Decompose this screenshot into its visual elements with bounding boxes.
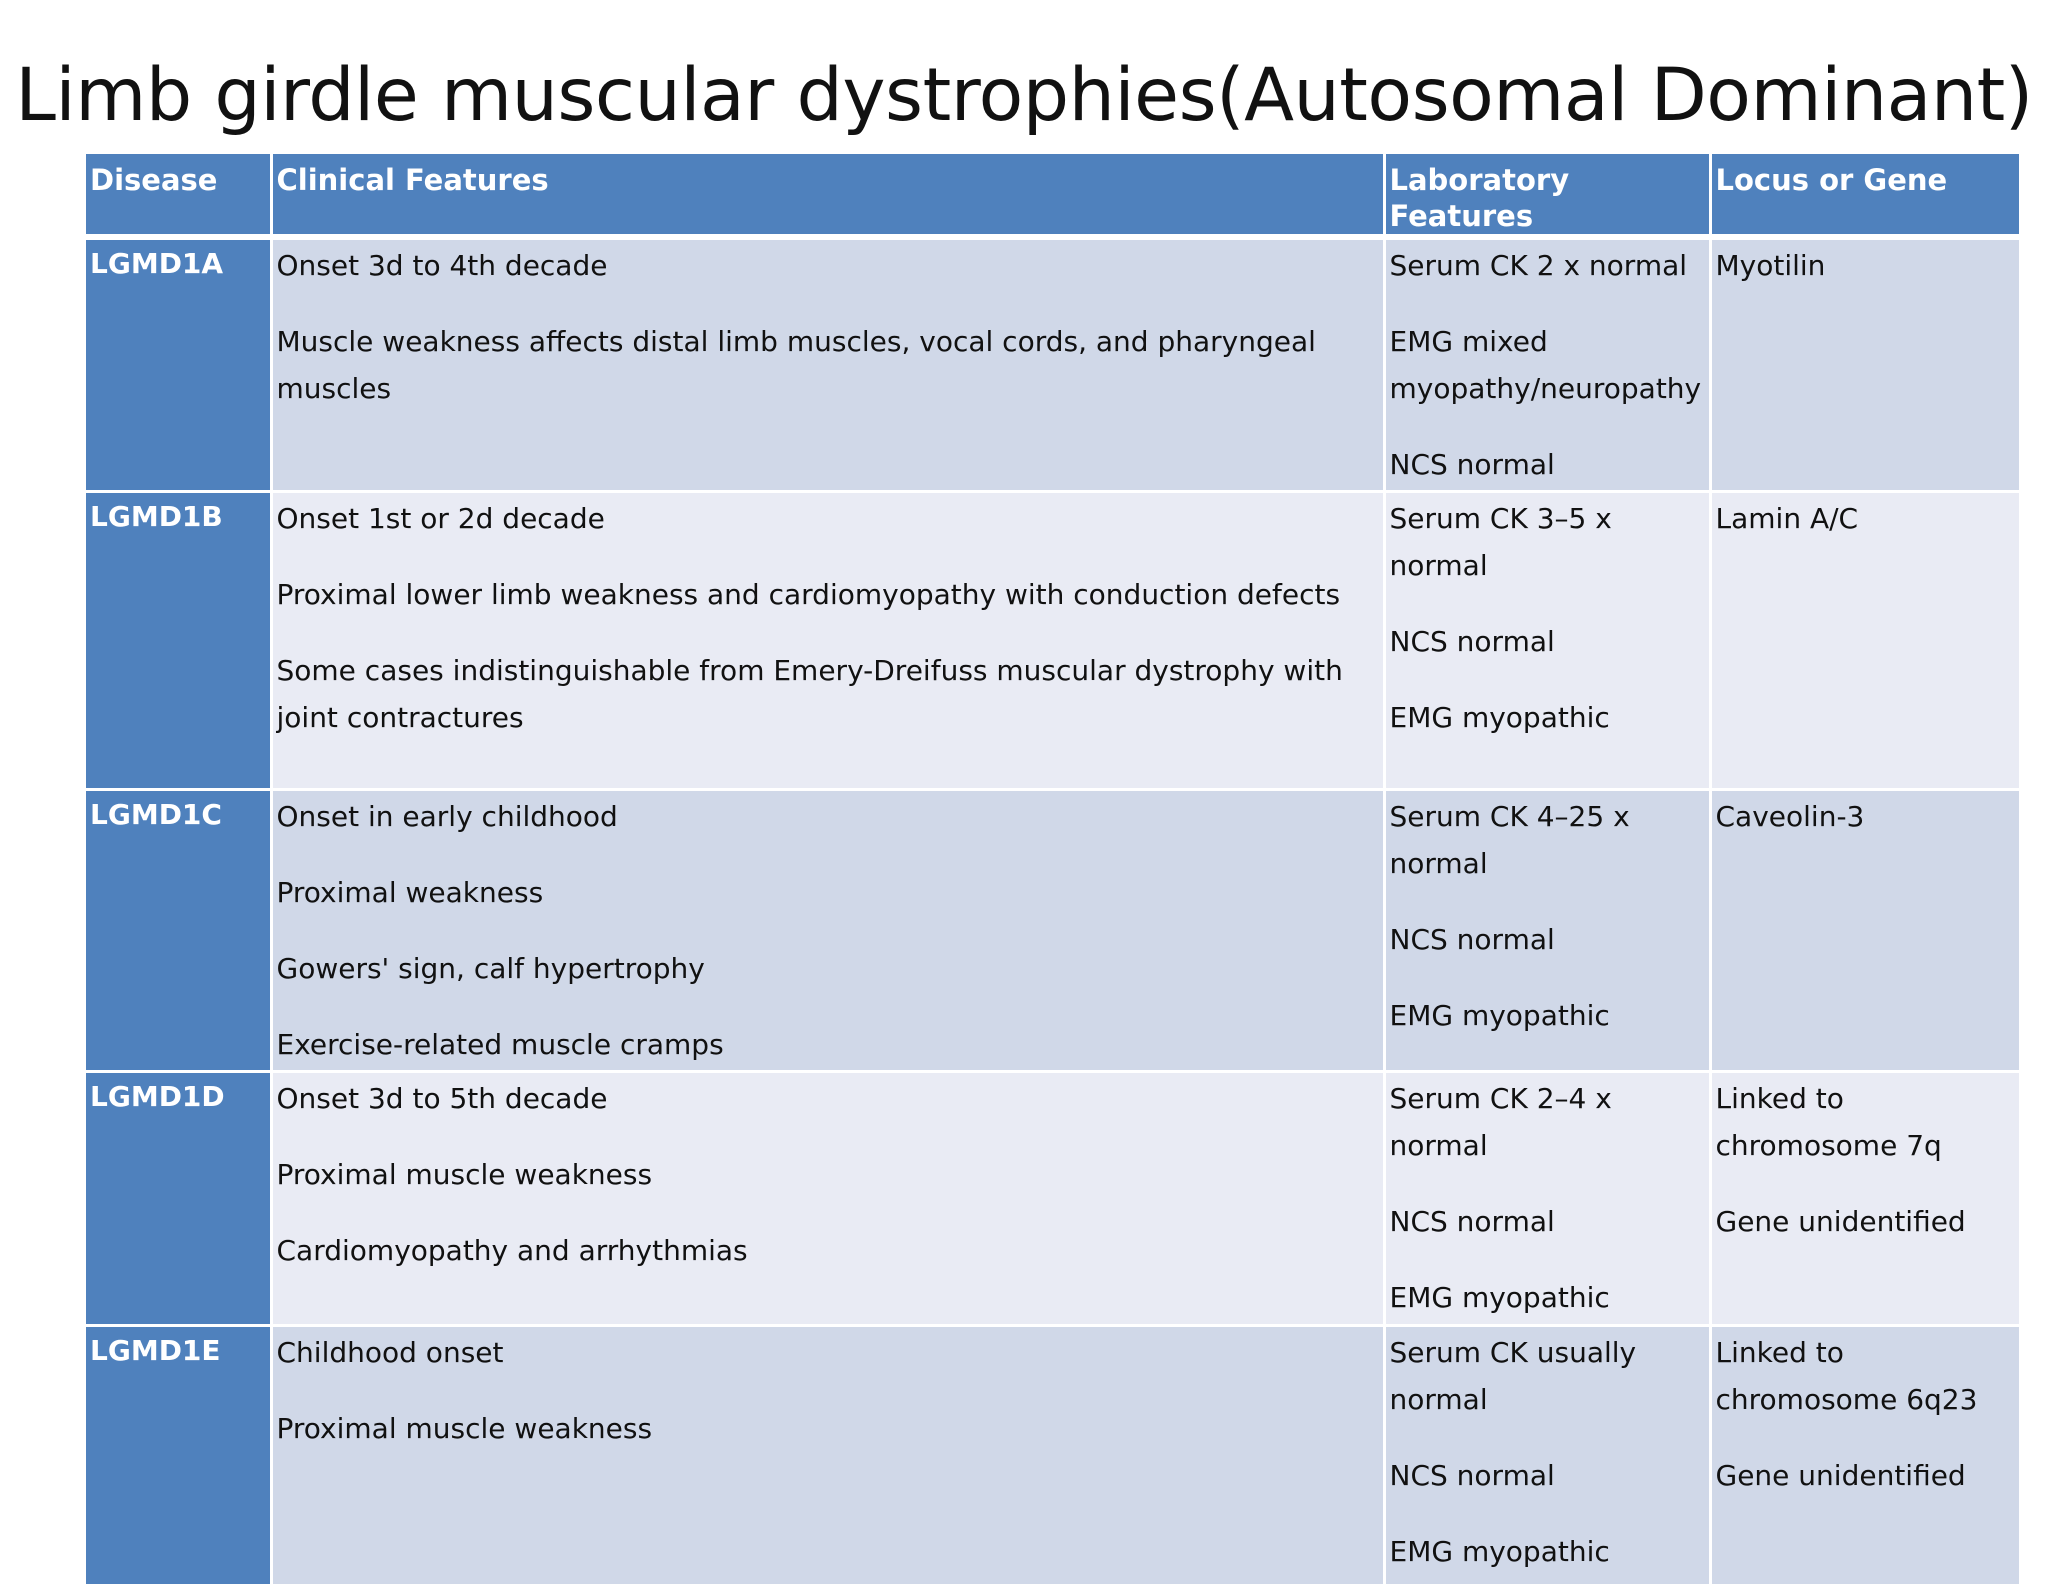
clinical-feature: Muscle weakness affects distal limb muscles, vocal cords, and pharyngeal muscles [276, 325, 1316, 405]
laboratory-feature: Serum CK 2 x normal [1389, 249, 1688, 282]
header-locus-or-gene: Locus or Gene [1710, 154, 2019, 237]
laboratory-feature: EMG mixed myopathy/neuropathy [1389, 325, 1702, 405]
laboratory-feature: Serum CK 4–25 x normal [1389, 799, 1630, 880]
clinical-feature: Gowers' sign, calf hypertrophy [276, 951, 705, 985]
locus-entry: Caveolin-3 [1715, 799, 1865, 833]
disease-cell: LGMD1B [86, 491, 271, 789]
clinical-features-cell [271, 237, 1384, 491]
locus-cell [1710, 1071, 2019, 1325]
clinical-feature: Childhood onset [276, 1335, 504, 1369]
table-row [86, 789, 2019, 1071]
clinical-feature: Proximal lower limb weakness and cardiomyopathy with conduction defects [276, 577, 1341, 611]
laboratory-features-cell [1384, 789, 1710, 1071]
slide-title: Limb girdle muscular dystrophies(Autosomal Dominant) [15, 53, 2033, 138]
locus-entry: Myotilin [1715, 249, 1826, 282]
laboratory-feature: NCS normal [1389, 1458, 1555, 1492]
locus-entry: Gene unidentified [1715, 1458, 1966, 1492]
laboratory-feature: NCS normal [1389, 624, 1555, 658]
clinical-feature: Proximal weakness [276, 875, 544, 909]
disease-cell: LGMD1C [86, 789, 271, 1071]
laboratory-feature: EMG myopathic [1389, 700, 1610, 734]
table-header-row [86, 154, 2019, 237]
clinical-features-cell [271, 1071, 1384, 1325]
header-disease: Disease [86, 154, 271, 237]
disease-cell: LGMD1D [86, 1071, 271, 1325]
clinical-feature: Onset in early childhood [276, 799, 618, 833]
dystrophy-table [86, 154, 2019, 1587]
clinical-feature: Exercise-related muscle cramps [276, 1027, 724, 1061]
locus-cell [1710, 789, 2019, 1071]
header-laboratory-features: Laboratory Features [1384, 154, 1710, 237]
table-row [86, 1071, 2019, 1325]
laboratory-features-cell [1384, 1325, 1710, 1585]
laboratory-feature: Serum CK 2–4 x normal [1389, 1081, 1612, 1162]
clinical-feature: Some cases indistinguishable from Emery-Dreifuss muscular dystrophy with joint contractures [276, 653, 1343, 734]
table-row [86, 491, 2019, 789]
laboratory-feature: Serum CK 3–5 x normal [1389, 501, 1612, 582]
locus-cell [1710, 1325, 2019, 1585]
locus-entry: Gene unidentified [1715, 1204, 1966, 1238]
locus-cell [1710, 491, 2019, 789]
laboratory-feature: NCS normal [1389, 1204, 1555, 1238]
locus-cell [1710, 237, 2019, 491]
clinical-feature: Onset 3d to 5th decade [276, 1081, 608, 1115]
laboratory-features-cell [1384, 1071, 1710, 1325]
laboratory-feature: NCS normal [1389, 448, 1555, 481]
clinical-features-cell [271, 1325, 1384, 1585]
laboratory-feature: EMG myopathic [1389, 1534, 1610, 1568]
laboratory-feature: EMG myopathic [1389, 998, 1610, 1032]
locus-entry: Linked to chromosome 7q [1715, 1081, 1942, 1162]
table-row [86, 237, 2019, 491]
clinical-features-cell [271, 491, 1384, 789]
disease-cell: LGMD1A [86, 237, 271, 491]
clinical-feature: Onset 1st or 2d decade [276, 501, 605, 535]
header-clinical-features: Clinical Features [271, 154, 1384, 237]
clinical-feature: Proximal muscle weakness [276, 1411, 653, 1445]
laboratory-feature: EMG myopathic [1389, 1280, 1610, 1314]
locus-entry: Lamin A/C [1715, 501, 1859, 535]
table-row [86, 1325, 2019, 1585]
locus-entry: Linked to chromosome 6q23 [1715, 1335, 1978, 1416]
clinical-features-cell [271, 789, 1384, 1071]
disease-cell: LGMD1E [86, 1325, 271, 1585]
clinical-feature: Proximal muscle weakness [276, 1157, 653, 1191]
laboratory-feature: NCS normal [1389, 922, 1555, 956]
laboratory-features-cell [1384, 491, 1710, 789]
laboratory-features-cell [1384, 237, 1710, 491]
clinical-feature: Onset 3d to 4th decade [276, 249, 608, 282]
clinical-feature: Cardiomyopathy and arrhythmias [276, 1233, 748, 1267]
laboratory-feature: Serum CK usually normal [1389, 1335, 1637, 1416]
